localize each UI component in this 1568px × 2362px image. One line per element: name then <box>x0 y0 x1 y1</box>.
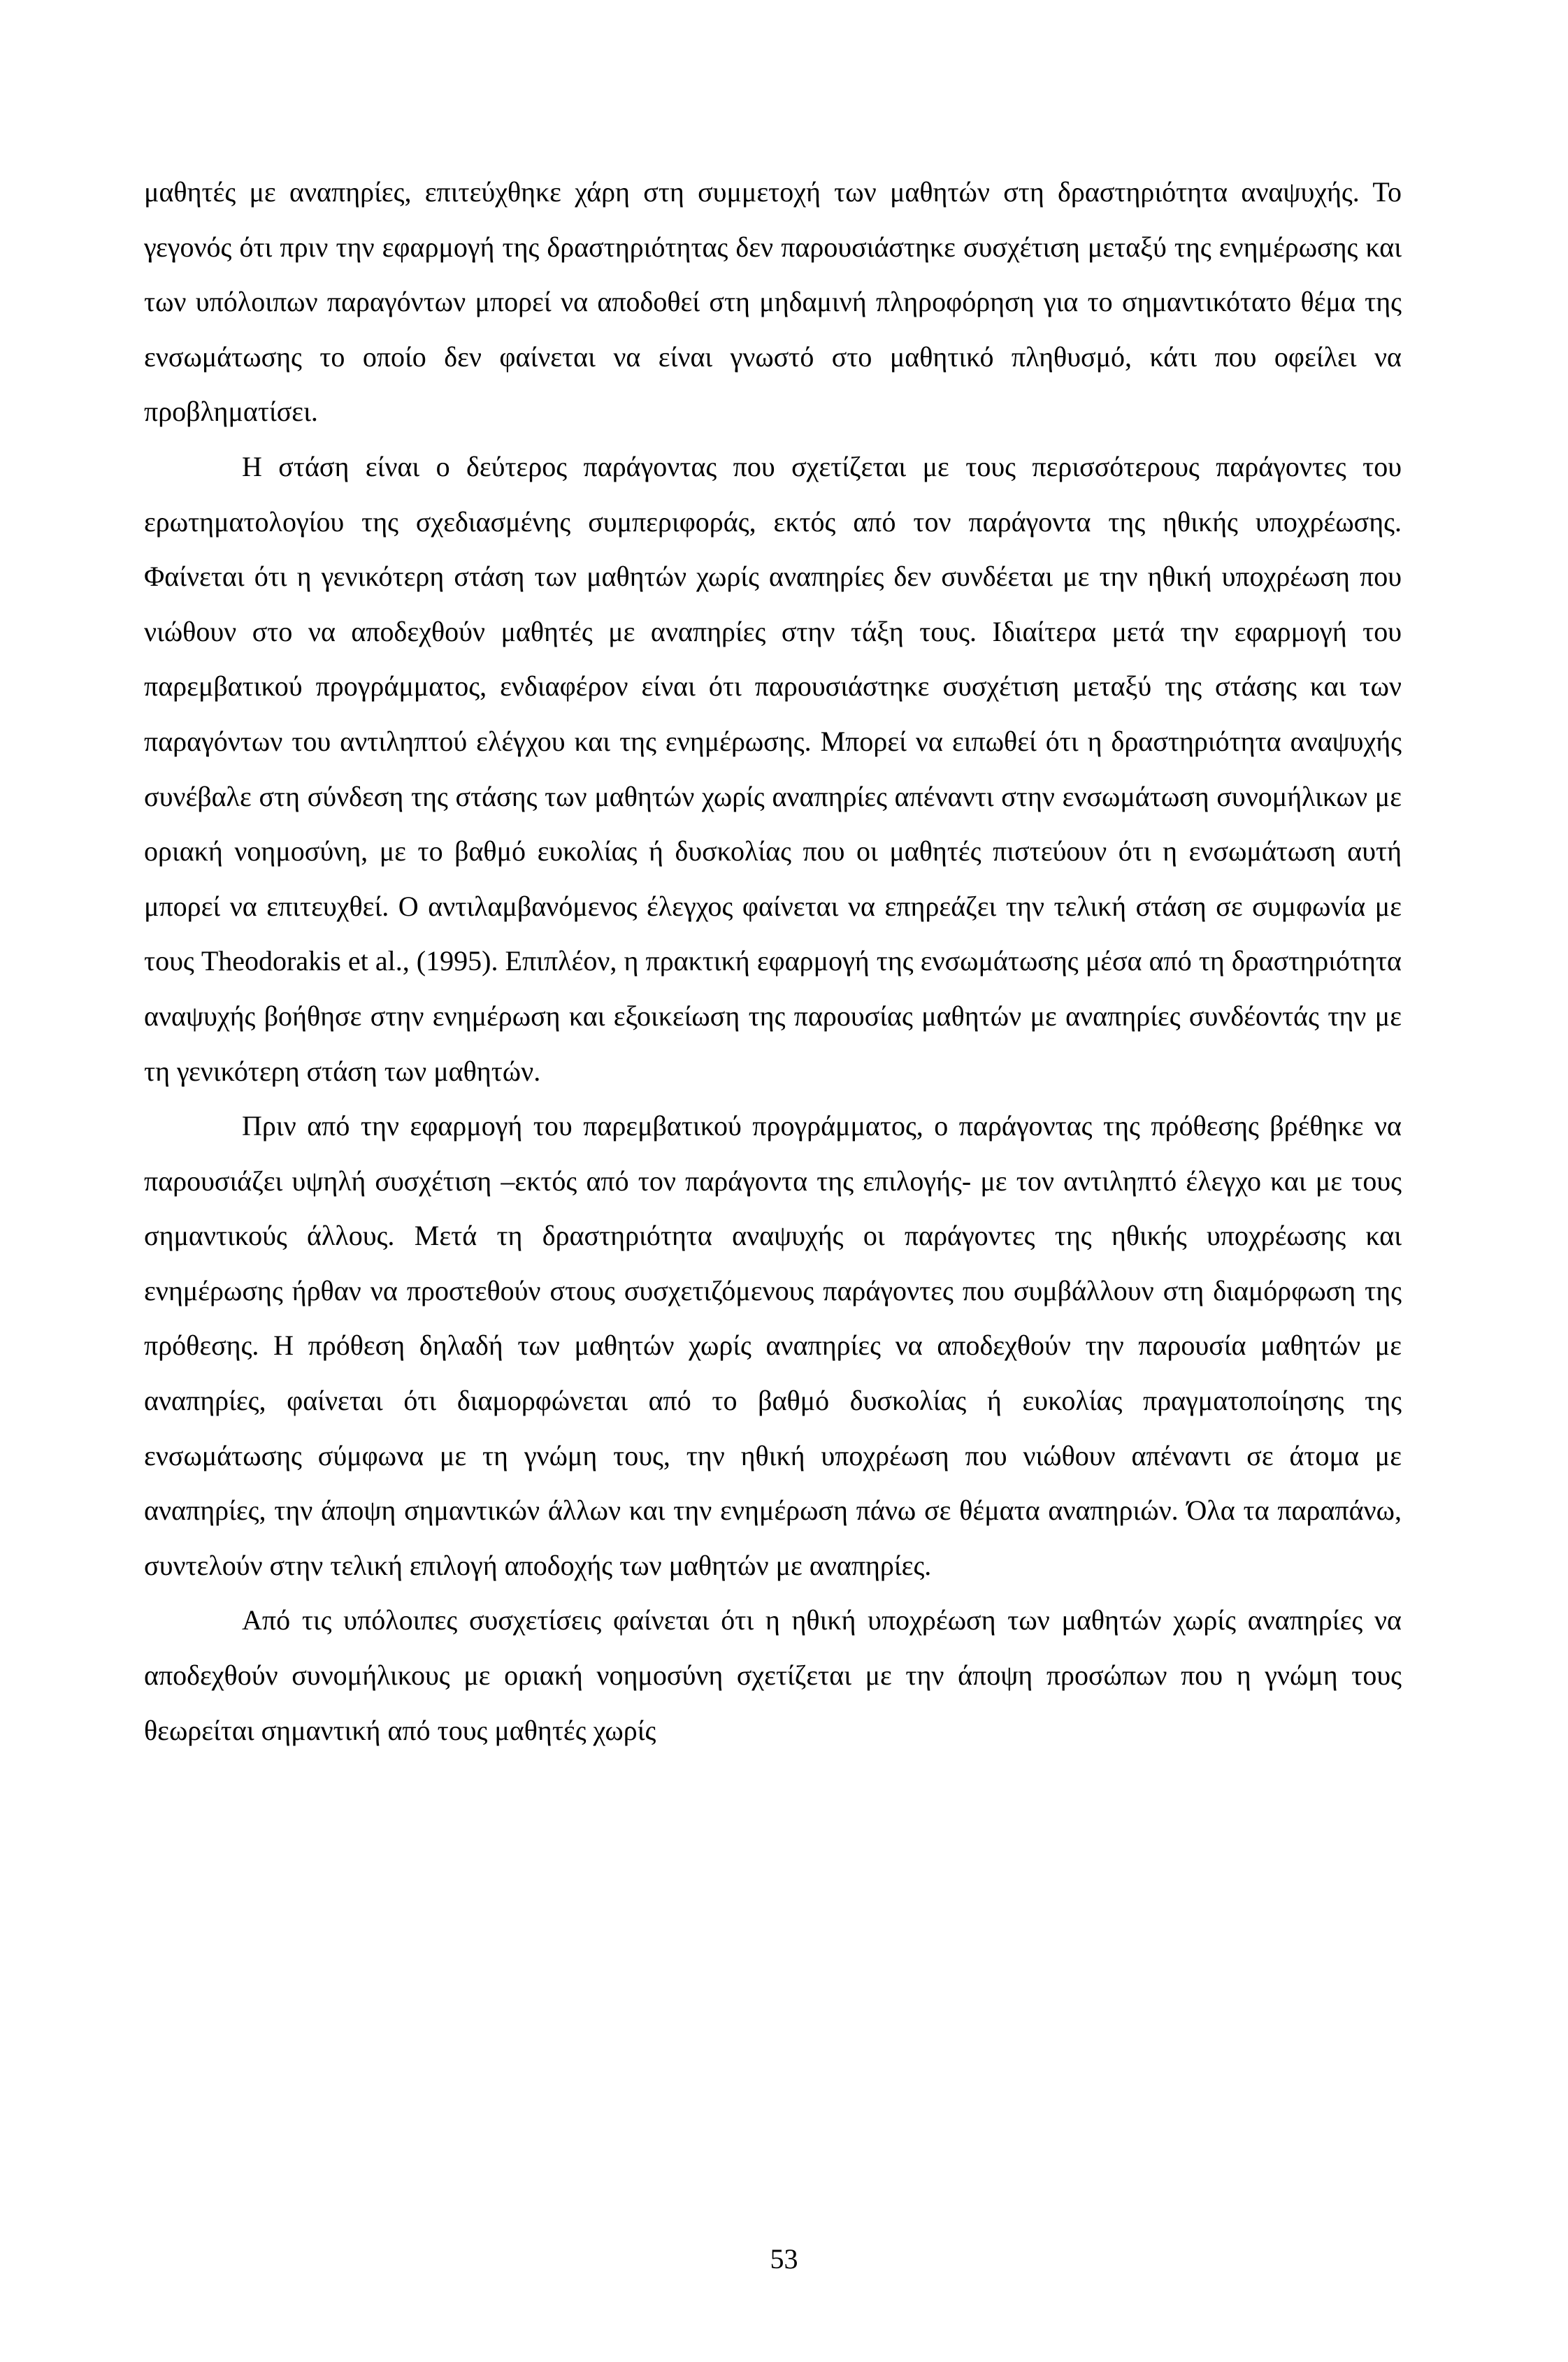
paragraph-continued: μαθητές με αναπηρίες, επιτεύχθηκε χάρη στη συμμετοχή των μαθητών στη δραστηριότητα αναψυχής. Το γεγονός ότι πριν την εφαρμογή της δραστηριότητας δεν παρουσιάστηκε συσχέτιση μεταξύ της ενημέρωσης και των υπόλοιπων παραγόντων μπορεί να αποδοθεί στη μηδαμινή πληροφόρηση για το σημαντικότατο θέμα της ενσωμάτωσης το οποίο δεν φαίνεται να είναι γνωστό στο μαθητικό πληθυσμό, κάτι που οφείλει να προβληματίσει. <box>144 176 1402 428</box>
page-number: 53 <box>770 2243 798 2275</box>
paragraph-other-correlations: Από τις υπόλοιπες συσχετίσεις φαίνεται ότι η ηθική υποχρέωση των μαθητών χωρίς αναπηρίες να αποδεχθούν συνομήλικους με οριακή νοημοσύνη σχετίζεται με την άποψη προσώπων που η γνώμη τους θεωρείται σημαντική από τους μαθητές χωρίς <box>144 1604 1402 1746</box>
paragraph-intention: Πριν από την εφαρμογή του παρεμβατικού προγράμματος, ο παράγοντας της πρόθεσης βρέθηκε να παρουσιάζει υψηλή συσχέτιση –εκτός από τον παράγοντα της επιλογής- με τον αντιληπτό έλεγχο και με τους σημαντικούς άλλους. Μετά τη δραστηριότητα αναψυχής οι παράγοντες της ηθικής υποχρέωσης και ενημέρωσης ήρθαν να προστεθούν στους συσχετιζόμενους παράγοντες που συμβάλλουν στη διαμόρφωση της πρόθεσης. Η πρόθεση δηλαδή των μαθητών χωρίς αναπηρίες να αποδεχθούν την παρουσία μαθητών με αναπηρίες, φαίνεται ότι διαμορφώνεται από το βαθμό δυσκολίας ή ευκολίας πραγματοποίησης της ενσωμάτωσης σύμφωνα με τη γνώμη τους, την ηθική υποχρέωση που νιώθουν απέναντι σε άτομα με αναπηρίες, την άποψη σημαντικών άλλων και την ενημέρωση πάνω σε θέματα αναπηριών. Όλα τα παραπάνω, συντελούν στην τελική επιλογή αποδοχής των μαθητών με αναπηρίες. <box>144 1110 1402 1581</box>
body-text <box>144 165 1402 1758</box>
paragraph-attitude: Η στάση είναι ο δεύτερος παράγοντας που σχετίζεται με τους περισσότερους παράγοντες του ερωτηματολογίου της σχεδιασμένης συμπεριφοράς, εκτός από τον παράγοντα της ηθικής υποχρέωσης. Φαίνεται ότι η γενικότερη στάση των μαθητών χωρίς αναπηρίες δεν συνδέεται με την ηθική υποχρέωση που νιώθουν στο να αποδεχθούν μαθητές με αναπηρίες στην τάξη τους. Ιδιαίτερα μετά την εφαρμογή του παρεμβατικού προγράμματος, ενδιαφέρον είναι ότι παρουσιάστηκε συσχέτιση μεταξύ της στάσης και των παραγόντων του αντιληπτού ελέγχου και της ενημέρωσης. Μπορεί να ειπωθεί ότι η δραστηριότητα αναψυχής συνέβαλε στη σύνδεση της στάσης των μαθητών χωρίς αναπηρίες απέναντι στην ενσωμάτωση συνομήλικων με οριακή νοημοσύνη, με το βαθμό ευκολίας ή δυσκολίας που οι μαθητές πιστεύουν ότι η ενσωμάτωση αυτή μπορεί να επιτευχθεί. Ο αντιλαμβανόμενος έλεγχος φαίνεται να επηρεάζει την τελική στάση σε συμφωνία με τους Theodorakis et al., (1995). Επιπλέον, η πρακτική εφαρμογή της ενσωμάτωσης μέσα από τη δραστηριότητα αναψυχής βοήθησε στην ενημέρωση και εξοικείωση της παρουσίας μαθητών με αναπηρίες συνδέοντάς την με τη γενικότερη στάση των μαθητών. <box>144 450 1402 1087</box>
